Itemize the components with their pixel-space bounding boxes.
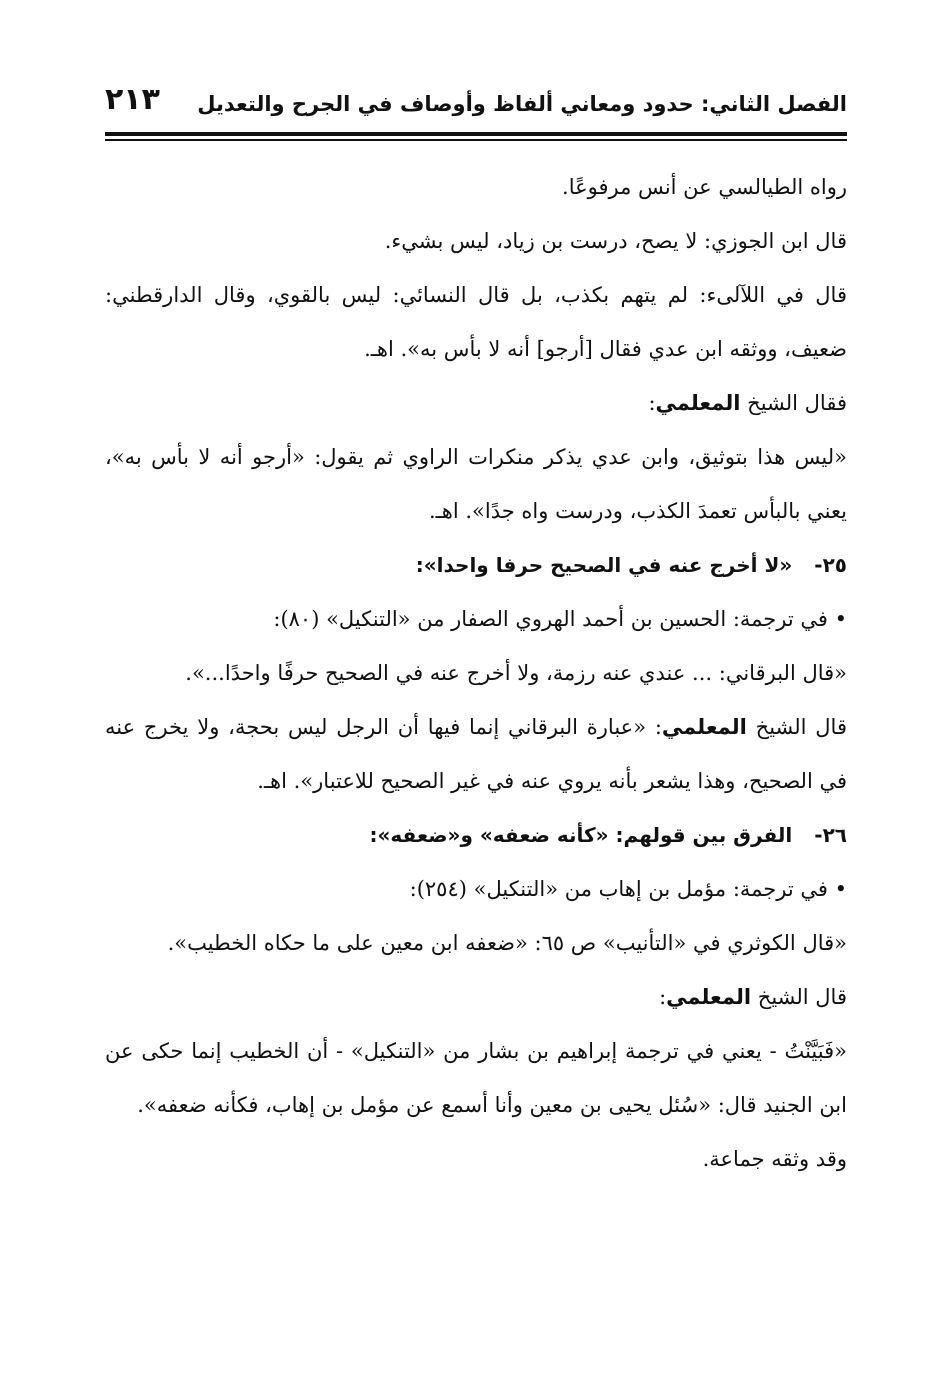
- paragraph: «قال البرقاني: ... عندي عنه رزمة، ولا أخرج عنه في الصحيح حرفًا واحدًا...».: [185, 661, 847, 685]
- scholar-name: المعلمي: [661, 715, 747, 739]
- paragraph-text: : «عبارة البرقاني إنما فيها أن الرجل ليس بحجة، ولا يخرج عنه في الصحيح، وهذا يشعر بأنه يروي عنه في غير الصحيح للاعتبار». اهـ.: [105, 715, 847, 793]
- header-rule-thin: [105, 139, 847, 141]
- paragraph: قال في اللآلىء: لم يتهم بكذب، بل قال النسائي: ليس بالقوي، وقال الدارقطني: ضعيف، ووثقه ابن عدي فقال [أرجو] أنه لا بأس به». اهـ.: [105, 283, 847, 361]
- paragraph: رواه الطيالسي عن أنس مرفوعًا.: [562, 175, 847, 199]
- paragraph: «ليس هذا بتوثيق، وابن عدي يذكر منكرات الراوي ثم يقول: «أرجو أنه لا بأس به»، يعني بالبأس تعمدَ الكذب، ودرست واه جدًا». اهـ.: [105, 445, 847, 523]
- scholar-name: المعلمي: [666, 985, 752, 1009]
- section-title: «لا أخرج عنه في الصحيح حرفا واحدا»:: [415, 553, 793, 577]
- scholar-name: المعلمي: [655, 391, 741, 415]
- running-header: [105, 82, 847, 128]
- page-number: ٢١٣: [105, 82, 160, 117]
- section-heading-25: [105, 538, 847, 592]
- paragraph: «قال الكوثري في «التأنيب» ص ٦٥: «ضعفه ابن معين على ما حكاه الخطيب».: [167, 931, 847, 955]
- paragraph: [105, 700, 847, 808]
- section-heading-26: [105, 808, 847, 862]
- section-number: ٢٦-: [814, 823, 847, 847]
- section-number: ٢٥-: [814, 553, 847, 577]
- paragraph-text: قال الشيخ: [757, 985, 847, 1009]
- chapter-title: الفصل الثاني: حدود ومعاني ألفاظ وأوصاف في الجرح والتعديل: [197, 92, 847, 116]
- paragraph: [105, 970, 847, 1024]
- paragraph: [105, 376, 847, 430]
- paragraph-text: :: [648, 391, 656, 415]
- paragraph-text: قال الشيخ: [755, 715, 847, 739]
- section-title: الفرق بين قولهم: «كأنه ضعفه» و«ضعفه»:: [369, 823, 793, 847]
- paragraph: «فَبَيَّنْتُ - يعني في ترجمة إبراهيم بن بشار من «التنكيل» - أن الخطيب إنما حكى عن ابن الجنيد قال: «سُئل يحيى بن معين وأنا أسمع عن مؤمل بن إهاب، فكأنه ضعفه».: [105, 1039, 847, 1117]
- paragraph: • في ترجمة: مؤمل بن إهاب من «التنكيل» (٢٥٤):: [409, 877, 847, 901]
- paragraph: • في ترجمة: الحسين بن أحمد الهروي الصفار من «التنكيل» (٨٠):: [273, 607, 847, 631]
- paragraph-text: :: [659, 985, 667, 1009]
- paragraph: قال ابن الجوزي: لا يصح، درست بن زياد، ليس بشيء.: [384, 229, 847, 253]
- paragraph-text: فقال الشيخ: [747, 391, 847, 415]
- header-rule-thick: [105, 132, 847, 136]
- page-body: [105, 160, 847, 1186]
- paragraph: وقد وثقه جماعة.: [702, 1147, 847, 1171]
